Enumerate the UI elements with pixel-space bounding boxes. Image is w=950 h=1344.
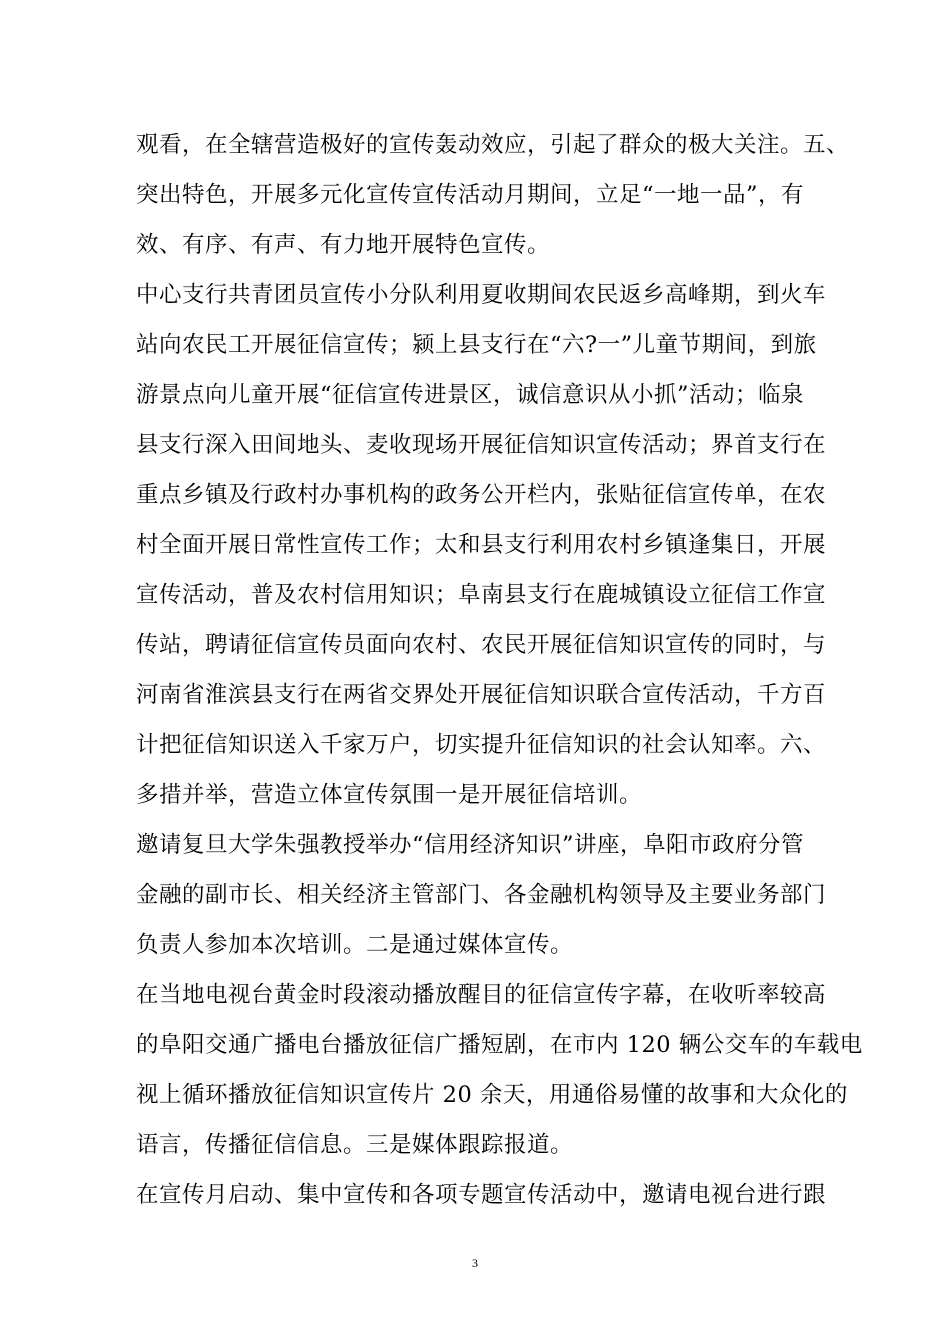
text-line: 负责人参加本次培训。二是通过媒体宣传。 [136, 932, 574, 958]
text-line: 县支行深入田间地头、麦收现场开展征信知识宣传活动；界首支行在 [136, 432, 827, 458]
text-line: 站向农民工开展征信宣传；颍上县支行在“六?一”儿童节期间，到旅 [136, 332, 817, 358]
text-line: 多措并举，营造立体宣传氛围一是开展征信培训。 [136, 782, 643, 808]
document-body [136, 120, 863, 1220]
text-line: 村全面开展日常性宣传工作；太和县支行利用农村乡镇逢集日，开展 [136, 532, 827, 558]
text-line: 计把征信知识送入千家万户，切实提升征信知识的社会认知率。六、 [136, 732, 827, 758]
text-line: 语言，传播征信信息。三是媒体跟踪报道。 [136, 1132, 574, 1158]
text-line: 观看，在全辖营造极好的宣传轰动效应，引起了群众的极大关注。五、 [136, 132, 850, 158]
text-line: 传站，聘请征信宣传员面向农村、农民开展征信知识宣传的同时，与 [136, 632, 827, 658]
text-line: 在当地电视台黄金时段滚动播放醒目的征信宣传字幕，在收听率较高 [136, 982, 827, 1008]
text-line: 邀请复旦大学朱强教授举办“信用经济知识”讲座，阜阳市政府分管 [136, 832, 805, 858]
text-line: 视上循环播放征信知识宣传片 20 余天，用通俗易懂的故事和大众化的 [136, 1082, 848, 1108]
text-line: 效、有序、有声、有力地开展特色宣传。 [136, 232, 551, 258]
text-line: 游景点向儿童开展“征信宣传进景区，诚信意识从小抓”活动；临泉 [136, 382, 805, 408]
text-line: 在宣传月启动、集中宣传和各项专题宣传活动中，邀请电视台进行跟 [136, 1182, 827, 1208]
text-line: 金融的副市长、相关经济主管部门、各金融机构领导及主要业务部门 [136, 882, 827, 908]
text-line: 突出特色，开展多元化宣传宣传活动月期间，立足“一地一品”，有 [136, 182, 805, 208]
text-line: 重点乡镇及行政村办事机构的政务公开栏内，张贴征信宣传单，在农 [136, 482, 827, 508]
page-number: 3 [472, 1256, 478, 1270]
text-line: 中心支行共青团员宣传小分队利用夏收期间农民返乡高峰期，到火车 [136, 282, 827, 308]
text-line: 的阜阳交通广播电台播放征信广播短剧，在市内 120 辆公交车的车载电 [136, 1032, 863, 1058]
text-line: 宣传活动，普及农村信用知识；阜南县支行在鹿城镇设立征信工作宣 [136, 582, 827, 608]
text-line: 河南省淮滨县支行在两省交界处开展征信知识联合宣传活动，千方百 [136, 682, 827, 708]
